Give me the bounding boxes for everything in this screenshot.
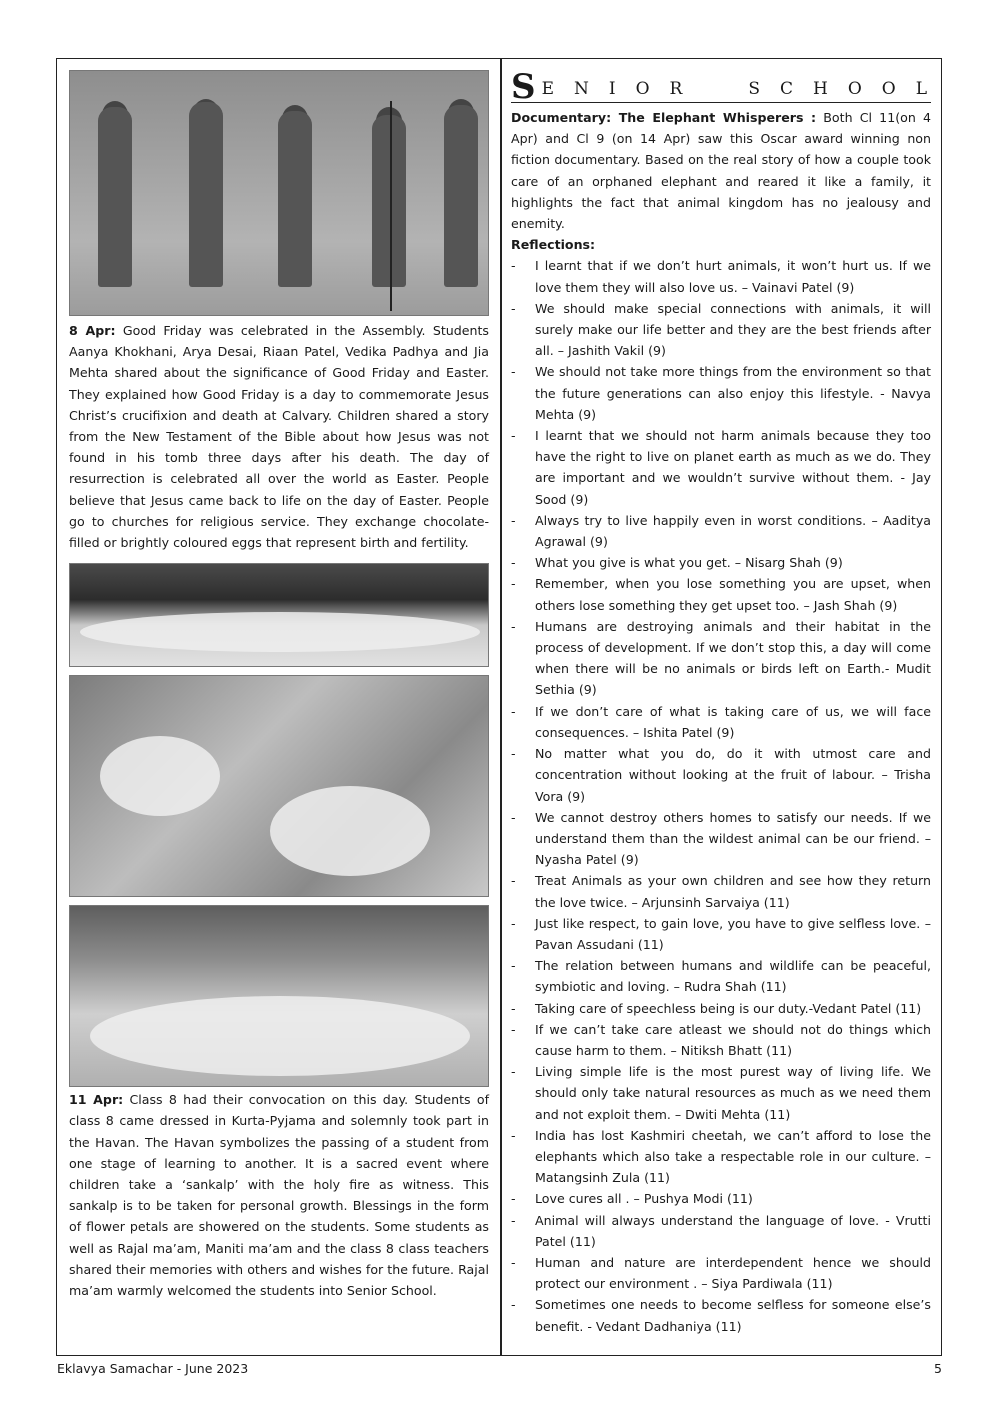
list-item: - Love cures all . – Pushya Modi (11) xyxy=(511,1188,931,1209)
reflections-heading: Reflections: xyxy=(511,237,596,253)
title-letters: E N I O R S C H O O L xyxy=(541,79,929,99)
column-divider xyxy=(500,58,502,1356)
photo-havan-crowd xyxy=(69,675,489,897)
documentary-heading: Documentary: The Elephant Whisperers : xyxy=(511,110,817,125)
list-item: - India has lost Kashmiri cheetah, we can’t afford to lose the elephants which also take a respectable role in our culture. – Matangsinh Zula (11) xyxy=(511,1125,931,1189)
list-item: - What you give is what you get. – Nisarg Shah (9) xyxy=(511,552,931,573)
footer-publication: Eklavya Samachar - June 2023 xyxy=(57,1361,249,1376)
apr11-paragraph xyxy=(69,1089,489,1301)
apr8-date: 8 Apr: xyxy=(69,323,116,338)
section-title xyxy=(511,67,931,107)
list-item: - I learnt that if we don’t hurt animals, it won’t hurt us. If we love them they will also love us. – Vainavi Patel (9) xyxy=(511,255,931,297)
apr8-text: Good Friday was celebrated in the Assembly. Students Aanya Khokhani, Arya Desai, Riaan Patel, Vedika Padhya and Jia Mehta shared about the significance of Good Friday and Easter. They explained how Good Friday is a day to commemorate Jesus Christ’s crucifixion and death at Calvary. Children shared a story from the New Testament of the Bible about how Jesus was not found in his tomb three days after his death. The day of resurrection is celebrated all over the world as Easter. People believe that Jesus came back to life on the day of Easter. People go to churches for religious service. They exchange chocolate-filled or brightly coloured eggs that represent birth and fertility. xyxy=(69,323,489,551)
list-item: - If we don’t care of what is taking care of us, we will face consequences. – Ishita Patel (9) xyxy=(511,701,931,743)
list-item: - Animal will always understand the language of love. - Vrutti Patel (11) xyxy=(511,1210,931,1252)
right-column xyxy=(511,67,931,1337)
photo-havan-hall xyxy=(69,905,489,1087)
title-initial: S xyxy=(511,67,536,107)
list-item: - Remember, when you lose something you are upset, when others lose something they get upset too. – Jash Shah (9) xyxy=(511,573,931,615)
apr11-date: 11 Apr: xyxy=(69,1092,124,1108)
apr8-paragraph xyxy=(69,320,489,553)
list-item: - The relation between humans and wildlife can be peaceful, symbiotic and loving. – Rudra Shah (11) xyxy=(511,955,931,997)
photo-good-friday-students xyxy=(69,70,489,316)
list-item: - Sometimes one needs to become selfless for someone else’s benefit. - Vedant Dadhaniya (11) xyxy=(511,1294,931,1336)
list-item: - Always try to live happily even in worst conditions. – Aaditya Agrawal (9) xyxy=(511,510,931,552)
photo-havan-stage xyxy=(69,563,489,667)
list-item: - Just like respect, to gain love, you have to give selfless love. – Pavan Assudani (11) xyxy=(511,913,931,955)
list-item: - No matter what you do, do it with utmost care and concentration without looking at the fruit of labour. – Trisha Vora (9) xyxy=(511,743,931,807)
list-item: - Taking care of speechless being is our duty.-Vedant Patel (11) xyxy=(511,998,931,1019)
list-item: - We cannot destroy others homes to satisfy our needs. If we understand them than the wildest animal can be our friend. – Nyasha Patel (9) xyxy=(511,807,931,871)
list-item: - I learnt that we should not harm animals because they too have the right to live on planet earth as much as we do. They are important and we wouldn’t survive without them. - Jay Sood (9) xyxy=(511,425,931,510)
list-item: - If we can’t take care atleast we should not do things which cause harm to them. – Nitiksh Bhatt (11) xyxy=(511,1019,931,1061)
page-number: 5 xyxy=(934,1361,942,1376)
documentary-paragraph xyxy=(511,107,931,234)
reflections-list xyxy=(511,255,931,1336)
list-item: - We should not take more things from the environment so that the future generations can also enjoy this lifestyle. - Navya Mehta (9) xyxy=(511,361,931,425)
list-item: - Living simple life is the most purest way of living life. We should only take natural resources as much as we need them and not exploit them. – Dwiti Mehta (11) xyxy=(511,1061,931,1125)
list-item: - Treat Animals as your own children and see how they return the love twice. – Arjunsinh Sarvaiya (11) xyxy=(511,870,931,912)
apr11-text: Class 8 had their convocation on this day. Students of class 8 came dressed in Kurta-Pyjama and solemnly took part in the Havan. The Havan symbolizes the passing of a student from one stage of learning to another. It is a sacred event where children take a ‘sankalp’ with the holy fire as witness. This sankalp is to be taken for personal growth. Blessings in the form of flower petals are showered on the students. Some students as well as Rajal ma’am, Maniti ma’am and the class 8 class teachers shared their memories with others and wishes for the future. Rajal ma’am warmly welcomed the students into Senior School. xyxy=(69,1092,490,1299)
list-item: - We should make special connections with animals, it will surely make our life better and they are the best friends after all. – Jashith Vakil (9) xyxy=(511,298,931,362)
left-column xyxy=(69,70,489,1301)
list-item: - Humans are destroying animals and their habitat in the process of development. If we don’t stop this, a day will come when there will be no animals or birds left on Earth.- Mudit Sethia (9) xyxy=(511,616,931,701)
documentary-text: Both Cl 11(on 4 Apr) and Cl 9 (on 14 Apr) saw this Oscar award winning non fiction documentary. Based on the real story of how a couple took care of an orphaned elephant and reared it like a family, it highlights the fact that animal kingdom has no jealousy and enemity. xyxy=(511,110,931,232)
list-item: - Human and nature are interdependent hence we should protect our environment . – Siya Pardiwala (11) xyxy=(511,1252,931,1294)
